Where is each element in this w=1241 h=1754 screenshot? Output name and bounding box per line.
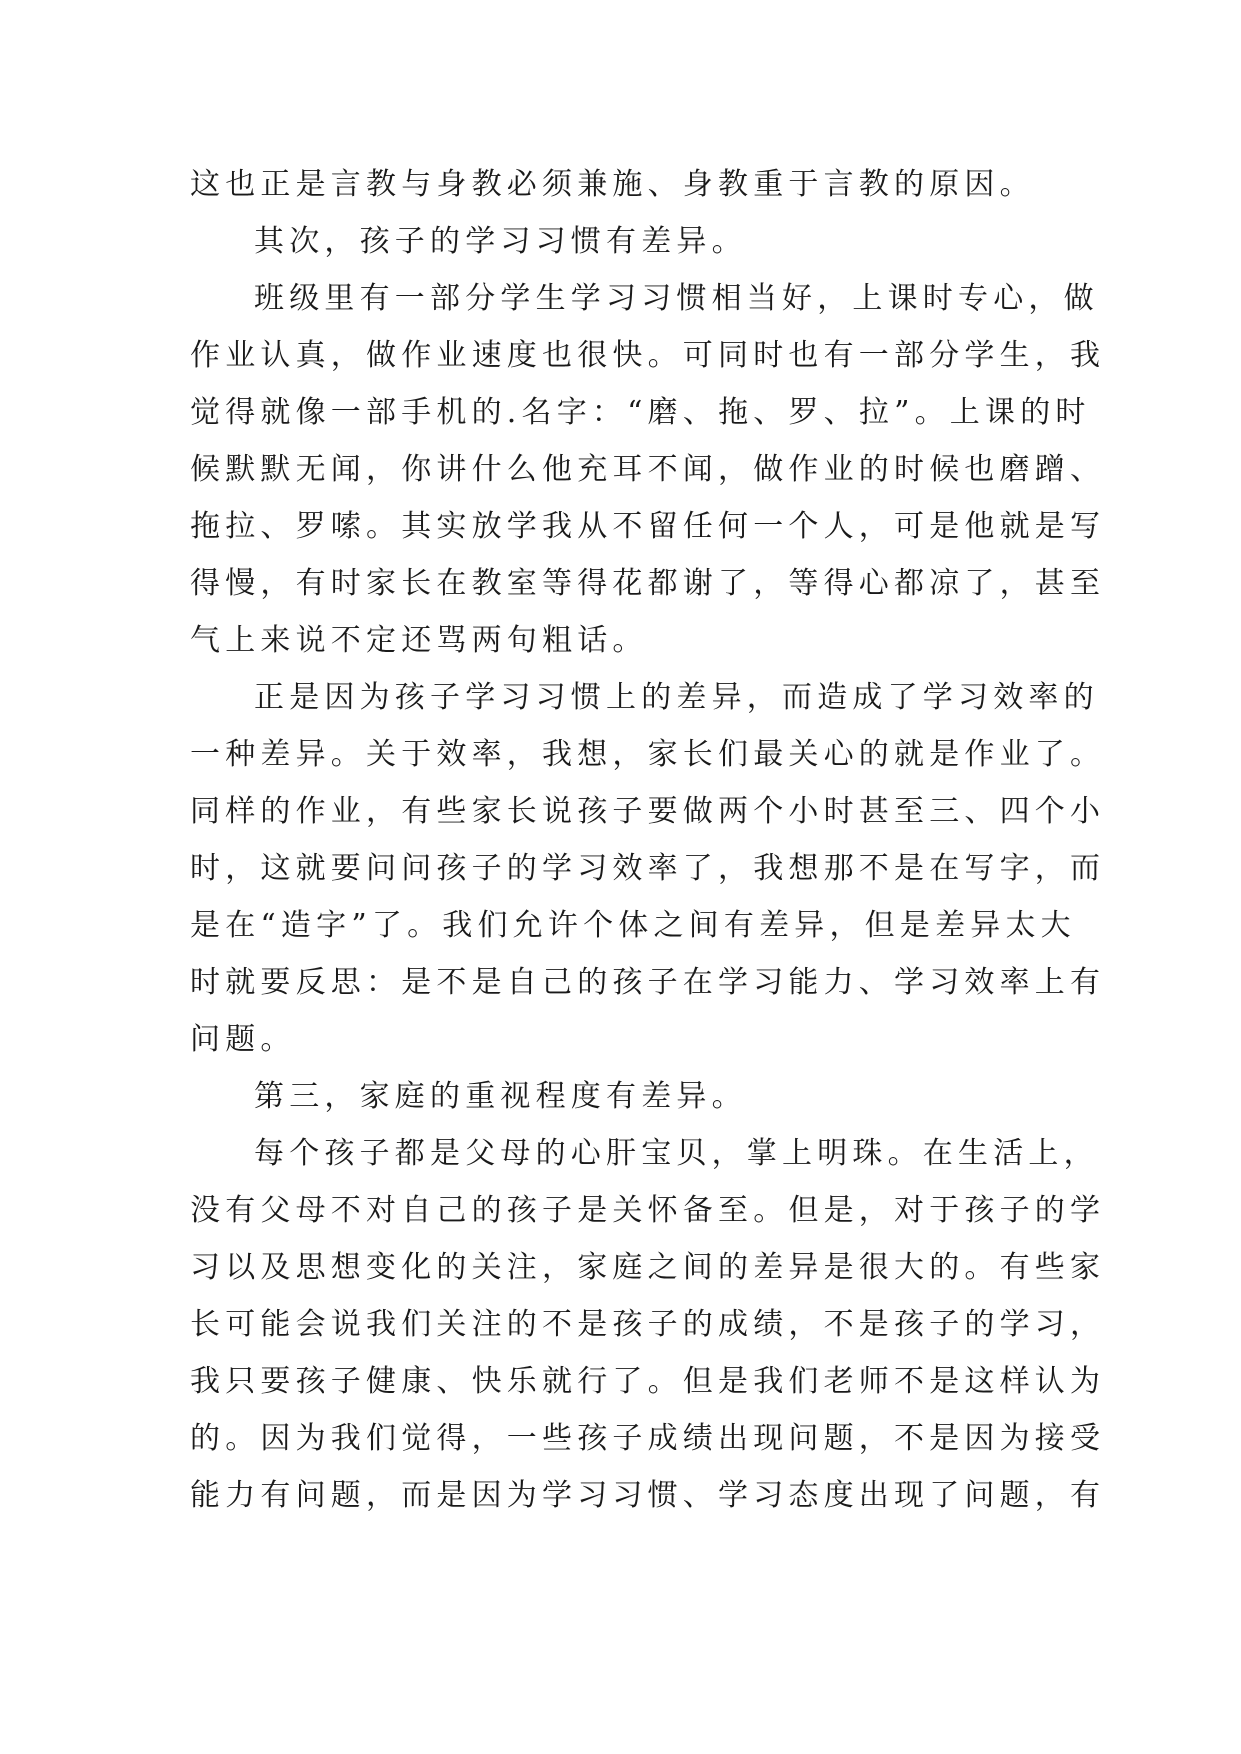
text-line: 习以及思想变化的关注，家庭之间的差异是很大的。有些家: [190, 1250, 1106, 1285]
paragraph-heading: 第三，家庭的重视程度有差异。: [254, 1079, 747, 1114]
paragraph-heading: 其次，孩子的学习习惯有差异。: [254, 224, 747, 259]
text-line: 时就要反思：是不是自己的孩子在学习能力、学习效率上有: [190, 965, 1106, 1000]
text-line: 作业认真，做作业速度也很快。可同时也有一部分学生，我: [190, 338, 1106, 373]
text-line: 同样的作业，有些家长说孩子要做两个小时甚至三、四个小: [190, 794, 1106, 829]
text-line: 问题。: [190, 1022, 296, 1057]
text-line: 没有父母不对自己的孩子是关怀备至。但是，对于孩子的学: [190, 1193, 1106, 1228]
text-line: 是在“造字”了。我们允许个体之间有差异，但是差异太大: [190, 908, 1076, 943]
text-line: 得慢，有时家长在教室等得花都谢了，等得心都凉了，甚至: [190, 566, 1106, 601]
text-line: 每个孩子都是父母的心肝宝贝，掌上明珠。在生活上，: [254, 1136, 1099, 1171]
document-body: [190, 156, 1106, 1524]
text-line: 一种差异。关于效率，我想，家长们最关心的就是作业了。: [190, 737, 1106, 772]
text-line: 气上来说不定还骂两句粗话。: [190, 623, 648, 658]
text-line: 长可能会说我们关注的不是孩子的成绩，不是孩子的学习，: [190, 1307, 1106, 1342]
text-line: 我只要孩子健康、快乐就行了。但是我们老师不是这样认为: [190, 1364, 1106, 1399]
text-line: 的。因为我们觉得，一些孩子成绩出现问题，不是因为接受: [190, 1421, 1106, 1456]
text-line: 这也正是言教与身教必须兼施、身教重于言教的原因。: [190, 167, 1035, 202]
text-line: 候默默无闻，你讲什么他充耳不闻，做作业的时候也磨蹭、: [190, 452, 1106, 487]
text-line: 班级里有一部分学生学习习惯相当好，上课时专心，做: [254, 281, 1099, 316]
text-line: 拖拉、罗嗦。其实放学我从不留任何一个人，可是他就是写: [190, 509, 1106, 544]
text-line: 正是因为孩子学习习惯上的差异，而造成了学习效率的: [254, 680, 1099, 715]
text-line: 觉得就像一部手机的.名字：“磨、拖、罗、拉”。上课的时: [190, 395, 1091, 430]
text-line: 能力有问题，而是因为学习习惯、学习态度出现了问题，有: [190, 1478, 1106, 1513]
text-line: 时，这就要问问孩子的学习效率了，我想那不是在写字，而: [190, 851, 1106, 886]
